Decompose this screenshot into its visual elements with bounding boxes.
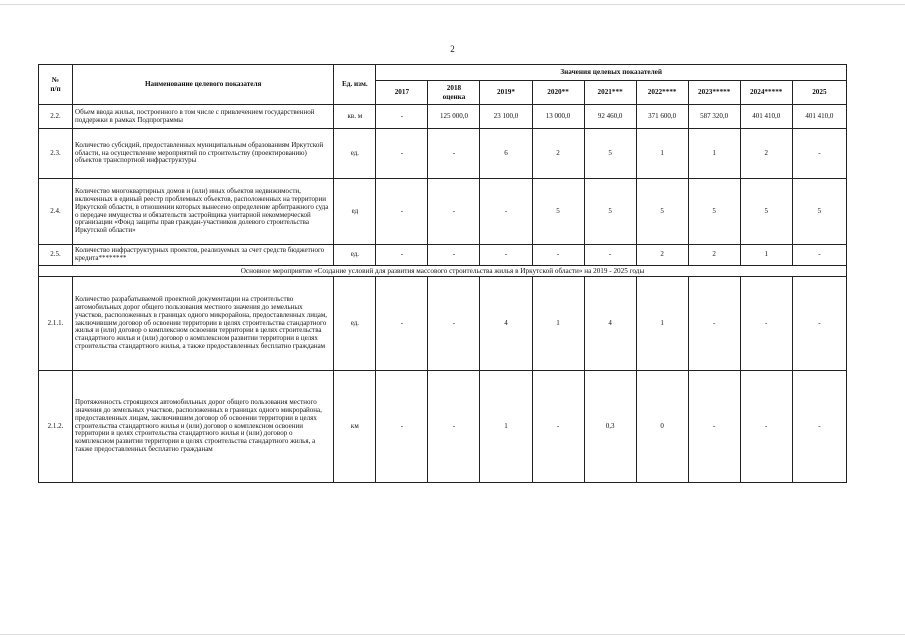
table-row [39, 371, 847, 483]
header-year: 2023***** [688, 81, 740, 105]
value-cell: - [740, 371, 792, 483]
table-row [39, 129, 847, 179]
value-cell: 5 [584, 179, 636, 245]
scan-artifact-bottom [0, 634, 905, 635]
value-cell: 1 [688, 129, 740, 179]
row-number: 2.5. [39, 245, 73, 266]
value-cell: 371 600,0 [636, 105, 688, 129]
value-cell: - [376, 277, 428, 371]
header-year: 2022**** [636, 81, 688, 105]
scan-artifact-top [0, 4, 905, 5]
unit-cell: ед. [334, 277, 376, 371]
value-cell: - [584, 245, 636, 266]
value-cell: - [532, 245, 584, 266]
unit-cell: ед [334, 179, 376, 245]
value-cell: - [480, 179, 532, 245]
row-number: 2.1.1. [39, 277, 73, 371]
header-name: Наименование целевого показателя [73, 65, 334, 105]
value-cell: - [792, 129, 846, 179]
header-num-text: № п/п [50, 76, 61, 93]
table-row [39, 105, 847, 129]
value-cell: 125 000,0 [428, 105, 480, 129]
unit-cell: км [334, 371, 376, 483]
unit-cell: ед. [334, 129, 376, 179]
value-cell: 1 [636, 277, 688, 371]
value-cell: 2 [688, 245, 740, 266]
value-cell: - [376, 371, 428, 483]
value-cell: - [532, 371, 584, 483]
value-cell: 23 100,0 [480, 105, 532, 129]
value-cell: 1 [636, 129, 688, 179]
header-year: 2017 [376, 81, 428, 105]
unit-cell: кв. м [334, 105, 376, 129]
value-cell: 2 [532, 129, 584, 179]
indicator-name: Объем ввода жилья, построенного в том числе с привлечением государственной поддержки в рамках Подпрограммы [73, 105, 334, 129]
value-cell: - [376, 105, 428, 129]
value-cell: - [740, 277, 792, 371]
row-number: 2.4. [39, 179, 73, 245]
value-cell: 587 320,0 [688, 105, 740, 129]
value-cell: - [376, 245, 428, 266]
header-num [39, 65, 73, 105]
section-title: Основное мероприятие «Создание условий для развития массового строительства жилья в Иркутской области» на 2019 - 2025 годы [39, 266, 847, 277]
value-cell: 92 460,0 [584, 105, 636, 129]
value-cell: - [376, 179, 428, 245]
value-cell: 13 000,0 [532, 105, 584, 129]
unit-cell: ед. [334, 245, 376, 266]
header-year: 2024***** [740, 81, 792, 105]
value-cell: 5 [636, 179, 688, 245]
value-cell: - [428, 129, 480, 179]
value-cell: 0 [636, 371, 688, 483]
header-year: 2021*** [584, 81, 636, 105]
table-row [39, 277, 847, 371]
value-cell: 5 [688, 179, 740, 245]
indicator-name: Количество разрабатываемой проектной документации на строительство автомобильных дорог общего пользования местного значения до земельных участков, расположенных в границах одного микрорайона, предоставленных лицам, заключившим договор об освоении территории в целях строительства стандартного жилья и (или) договор о комплексном освоении территории в целях строительства стандартного жилья и (или) договор о комплексном развитии территории в целях строительства стандартного жилья, а также предоставленных бесплатно гражданам [73, 277, 334, 371]
value-cell: 5 [584, 129, 636, 179]
indicator-name: Количество многоквартирных домов и (или) иных объектов недвижимости, включенных в единый реестр проблемных объектов, расположенных на территории Иркутской области, в отношении которых вынесено определение арбитражного суда о передаче имущества и обязательств застройщика унитарной некоммерческой организации «Фонд защиты прав граждан-участников долевого строительства Иркутской области» [73, 179, 334, 245]
value-cell: 401 410,0 [792, 105, 846, 129]
value-cell: 5 [740, 179, 792, 245]
table-row [39, 179, 847, 245]
value-cell: - [480, 245, 532, 266]
header-values-group: Значения целевых показателей [376, 65, 847, 81]
value-cell: 6 [480, 129, 532, 179]
value-cell: 1 [532, 277, 584, 371]
row-number: 2.3. [39, 129, 73, 179]
value-cell: - [792, 245, 846, 266]
value-cell: - [792, 277, 846, 371]
value-cell: 5 [792, 179, 846, 245]
header-year: 2018 оценка [428, 81, 480, 105]
value-cell: - [428, 277, 480, 371]
header-year: 2025 [792, 81, 846, 105]
value-cell: 0,3 [584, 371, 636, 483]
value-cell: 401 410,0 [740, 105, 792, 129]
row-number: 2.2. [39, 105, 73, 129]
indicators-table [38, 64, 847, 483]
indicator-name: Протяженность строящихся автомобильных дорог общего пользования местного значения до земельных участков, расположенных в границах одного микрорайона, предоставленных лицам, заключившим договор об освоении территории в целях строительства стандартного жилья и (или) договор о комплексном освоении территории в целях строительства стандартного жилья и (или) договор о комплексном развитии территории в целях строительства стандартного жилья, а также предоставленных бесплатно гражданам [73, 371, 334, 483]
value-cell: - [428, 179, 480, 245]
row-number: 2.1.2. [39, 371, 73, 483]
table-row [39, 245, 847, 266]
header-year: 2020** [532, 81, 584, 105]
value-cell: - [428, 245, 480, 266]
value-cell: 1 [480, 371, 532, 483]
value-cell: - [688, 371, 740, 483]
value-cell: 5 [532, 179, 584, 245]
value-cell: 1 [740, 245, 792, 266]
value-cell: 2 [740, 129, 792, 179]
indicator-name: Количество инфраструктурных проектов, реализуемых за счет средств бюджетного кредита******** [73, 245, 334, 266]
value-cell: 4 [480, 277, 532, 371]
indicator-name: Количество субсидий, предоставленных муниципальным образованиям Иркутской области, на осуществление мероприятий по строительству (проектированию) объектов транспортной инфраструктуры [73, 129, 334, 179]
value-cell: - [792, 371, 846, 483]
header-year: 2019* [480, 81, 532, 105]
value-cell: 2 [636, 245, 688, 266]
value-cell: - [376, 129, 428, 179]
value-cell: - [688, 277, 740, 371]
value-cell: 4 [584, 277, 636, 371]
header-unit: Ед. изм. [334, 65, 376, 105]
value-cell: - [428, 371, 480, 483]
page-number: 2 [450, 44, 455, 54]
